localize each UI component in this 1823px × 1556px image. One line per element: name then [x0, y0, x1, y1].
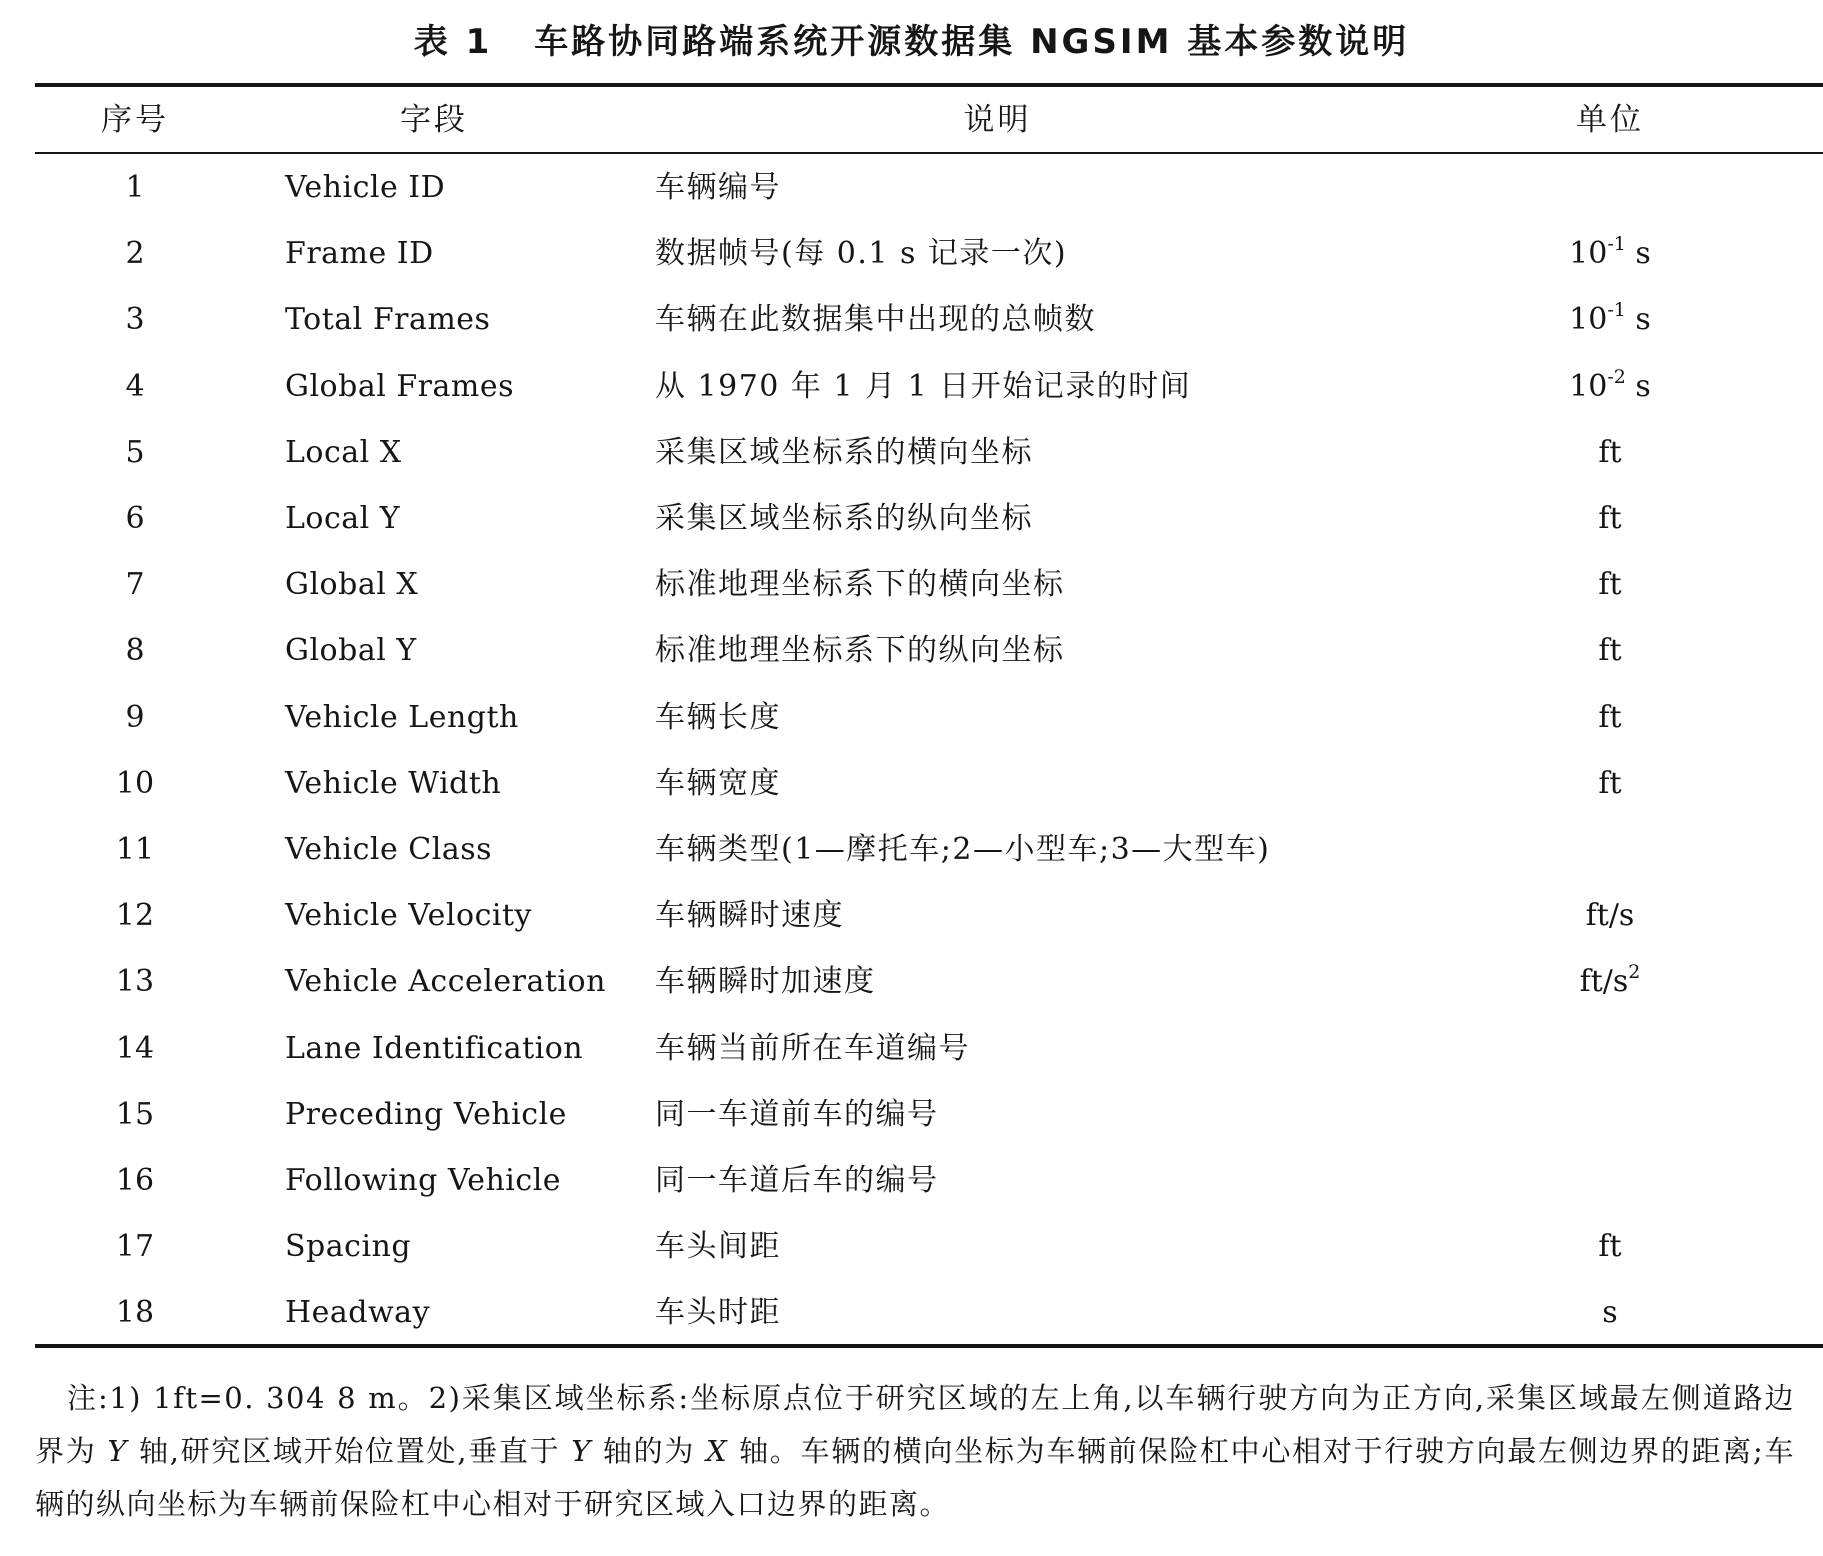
- table-note: [35, 1372, 1795, 1531]
- row-description: 从 1970 年 1 月 1 日开始记录的时间: [655, 369, 1192, 404]
- unit-base: 10: [1569, 236, 1608, 271]
- row-field: Vehicle Length: [285, 700, 519, 735]
- header-unit: 单位: [1576, 102, 1644, 138]
- unit-base: ft: [1598, 700, 1622, 735]
- row-unit: [1560, 631, 1660, 671]
- unit-base: ft/s: [1579, 964, 1629, 999]
- row-unit: [1560, 1161, 1660, 1201]
- row-description: 车头时距: [655, 1295, 781, 1330]
- row-field: Global Frames: [285, 369, 514, 404]
- table-caption: [0, 18, 1823, 66]
- bottom-rule: [35, 1344, 1823, 1348]
- row-description: 数据帧号(每 0.1 s 记录一次): [655, 236, 1068, 271]
- row-number: 11: [115, 832, 155, 867]
- row-description: 同一车道后车的编号: [655, 1163, 939, 1198]
- table-number: 表 1: [413, 22, 493, 62]
- row-number: 3: [125, 302, 145, 337]
- row-field: Vehicle ID: [285, 170, 446, 205]
- row-number: 16: [115, 1163, 155, 1198]
- row-number: 17: [115, 1229, 155, 1264]
- row-number: 5: [125, 435, 145, 470]
- row-description: 同一车道前车的编号: [655, 1097, 939, 1132]
- row-number: 8: [125, 633, 145, 668]
- unit-base: ft: [1598, 633, 1622, 668]
- row-number: 12: [115, 898, 155, 933]
- row-number: 13: [115, 964, 155, 999]
- row-field: Total Frames: [285, 302, 491, 337]
- row-description: 标准地理坐标系下的横向坐标: [655, 567, 1065, 602]
- row-description: 车头间距: [655, 1229, 781, 1264]
- unit-base: ft: [1598, 435, 1622, 470]
- row-field: Vehicle Class: [285, 832, 492, 867]
- row-unit: [1560, 830, 1660, 870]
- row-description: 车辆当前所在车道编号: [655, 1031, 970, 1066]
- unit-suffix: s: [1625, 236, 1651, 271]
- row-unit: [1560, 962, 1660, 1002]
- row-description: 车辆瞬时速度: [655, 898, 844, 933]
- row-description: 车辆在此数据集中出现的总帧数: [655, 302, 1096, 337]
- unit-exponent: -2: [1607, 366, 1626, 388]
- row-field: Spacing: [285, 1229, 412, 1264]
- note-text: 轴。车辆的横向坐标为车辆前保险杠中心相对于行驶方向最左侧边界的距离;车辆的纵向坐标为车辆前保险杠中心相对于研究区域入口边界的距离。: [35, 1434, 1796, 1521]
- note-axis-y: Y: [107, 1434, 129, 1468]
- unit-base: ft: [1598, 567, 1622, 602]
- row-field: Local Y: [285, 501, 401, 536]
- row-number: 1: [125, 170, 145, 205]
- row-number: 4: [125, 369, 145, 404]
- row-number: 15: [115, 1097, 155, 1132]
- row-description: 采集区域坐标系的纵向坐标: [655, 501, 1033, 536]
- row-unit: [1560, 367, 1660, 407]
- unit-base: ft: [1598, 1229, 1622, 1264]
- header-rule: [35, 152, 1823, 154]
- unit-suffix: s: [1625, 302, 1651, 337]
- row-unit: [1560, 698, 1660, 738]
- unit-suffix: s: [1625, 369, 1651, 404]
- header-no: 序号: [101, 102, 169, 138]
- header-desc: 说明: [963, 102, 1032, 138]
- row-description: 车辆长度: [655, 700, 781, 735]
- row-field: Headway: [285, 1295, 431, 1330]
- row-field: Following Vehicle: [285, 1163, 562, 1198]
- note-axis-x: X: [705, 1434, 729, 1468]
- row-unit: [1560, 168, 1660, 208]
- row-number: 14: [115, 1031, 155, 1066]
- row-number: 10: [115, 766, 155, 801]
- note-text: 注:1) 1ft=0. 304 8 m。2)采集区域坐标系:坐标原点位于研究区域的左上角,以车辆行驶方向为正方向,采集区域最左侧道路边界为: [35, 1381, 1795, 1468]
- unit-exponent: 2: [1628, 961, 1641, 983]
- row-unit: [1560, 1227, 1660, 1267]
- row-number: 7: [125, 567, 145, 602]
- table-title: 车路协同路端系统开源数据集 NGSIM 基本参数说明: [534, 22, 1410, 62]
- row-description: 标准地理坐标系下的纵向坐标: [655, 633, 1065, 668]
- unit-exponent: -1: [1607, 233, 1626, 255]
- top-rule: [35, 83, 1823, 87]
- note-text: 轴,研究区域开始位置处,垂直于: [128, 1434, 572, 1468]
- row-unit: [1560, 764, 1660, 804]
- row-field: Frame ID: [285, 236, 434, 271]
- note-axis-y: Y: [571, 1434, 592, 1468]
- row-field: Preceding Vehicle: [285, 1097, 567, 1132]
- row-field: Global X: [285, 567, 419, 602]
- unit-base: s: [1602, 1295, 1618, 1330]
- row-field: Lane Identification: [285, 1031, 584, 1066]
- row-unit: [1560, 499, 1660, 539]
- unit-base: 10: [1569, 369, 1608, 404]
- row-unit: [1560, 565, 1660, 605]
- row-field: Vehicle Width: [285, 766, 502, 801]
- row-number: 18: [115, 1295, 155, 1330]
- unit-exponent: -1: [1607, 299, 1626, 321]
- unit-base: ft: [1598, 501, 1622, 536]
- row-number: 6: [125, 501, 145, 536]
- unit-base: ft/s: [1585, 898, 1635, 933]
- row-field: Local X: [285, 435, 402, 470]
- row-field: Global Y: [285, 633, 417, 668]
- row-description: 车辆瞬时加速度: [655, 964, 876, 999]
- row-unit: [1560, 1293, 1660, 1333]
- row-unit: [1560, 300, 1660, 340]
- row-field: Vehicle Velocity: [285, 898, 532, 933]
- row-number: 9: [125, 700, 145, 735]
- note-text: 轴的为: [591, 1434, 706, 1468]
- row-unit: [1560, 1095, 1660, 1135]
- row-description: 车辆宽度: [655, 766, 781, 801]
- row-unit: [1560, 896, 1660, 936]
- row-number: 2: [125, 236, 145, 271]
- row-description: 车辆类型(1—摩托车;2—小型车;3—大型车): [655, 832, 1271, 867]
- row-unit: [1560, 433, 1660, 473]
- unit-base: ft: [1598, 766, 1622, 801]
- row-description: 车辆编号: [655, 170, 781, 205]
- header-field: 字段: [400, 102, 468, 138]
- row-description: 采集区域坐标系的横向坐标: [655, 435, 1033, 470]
- row-unit: [1560, 234, 1660, 274]
- row-unit: [1560, 1029, 1660, 1069]
- row-field: Vehicle Acceleration: [285, 964, 606, 999]
- unit-base: 10: [1569, 302, 1608, 337]
